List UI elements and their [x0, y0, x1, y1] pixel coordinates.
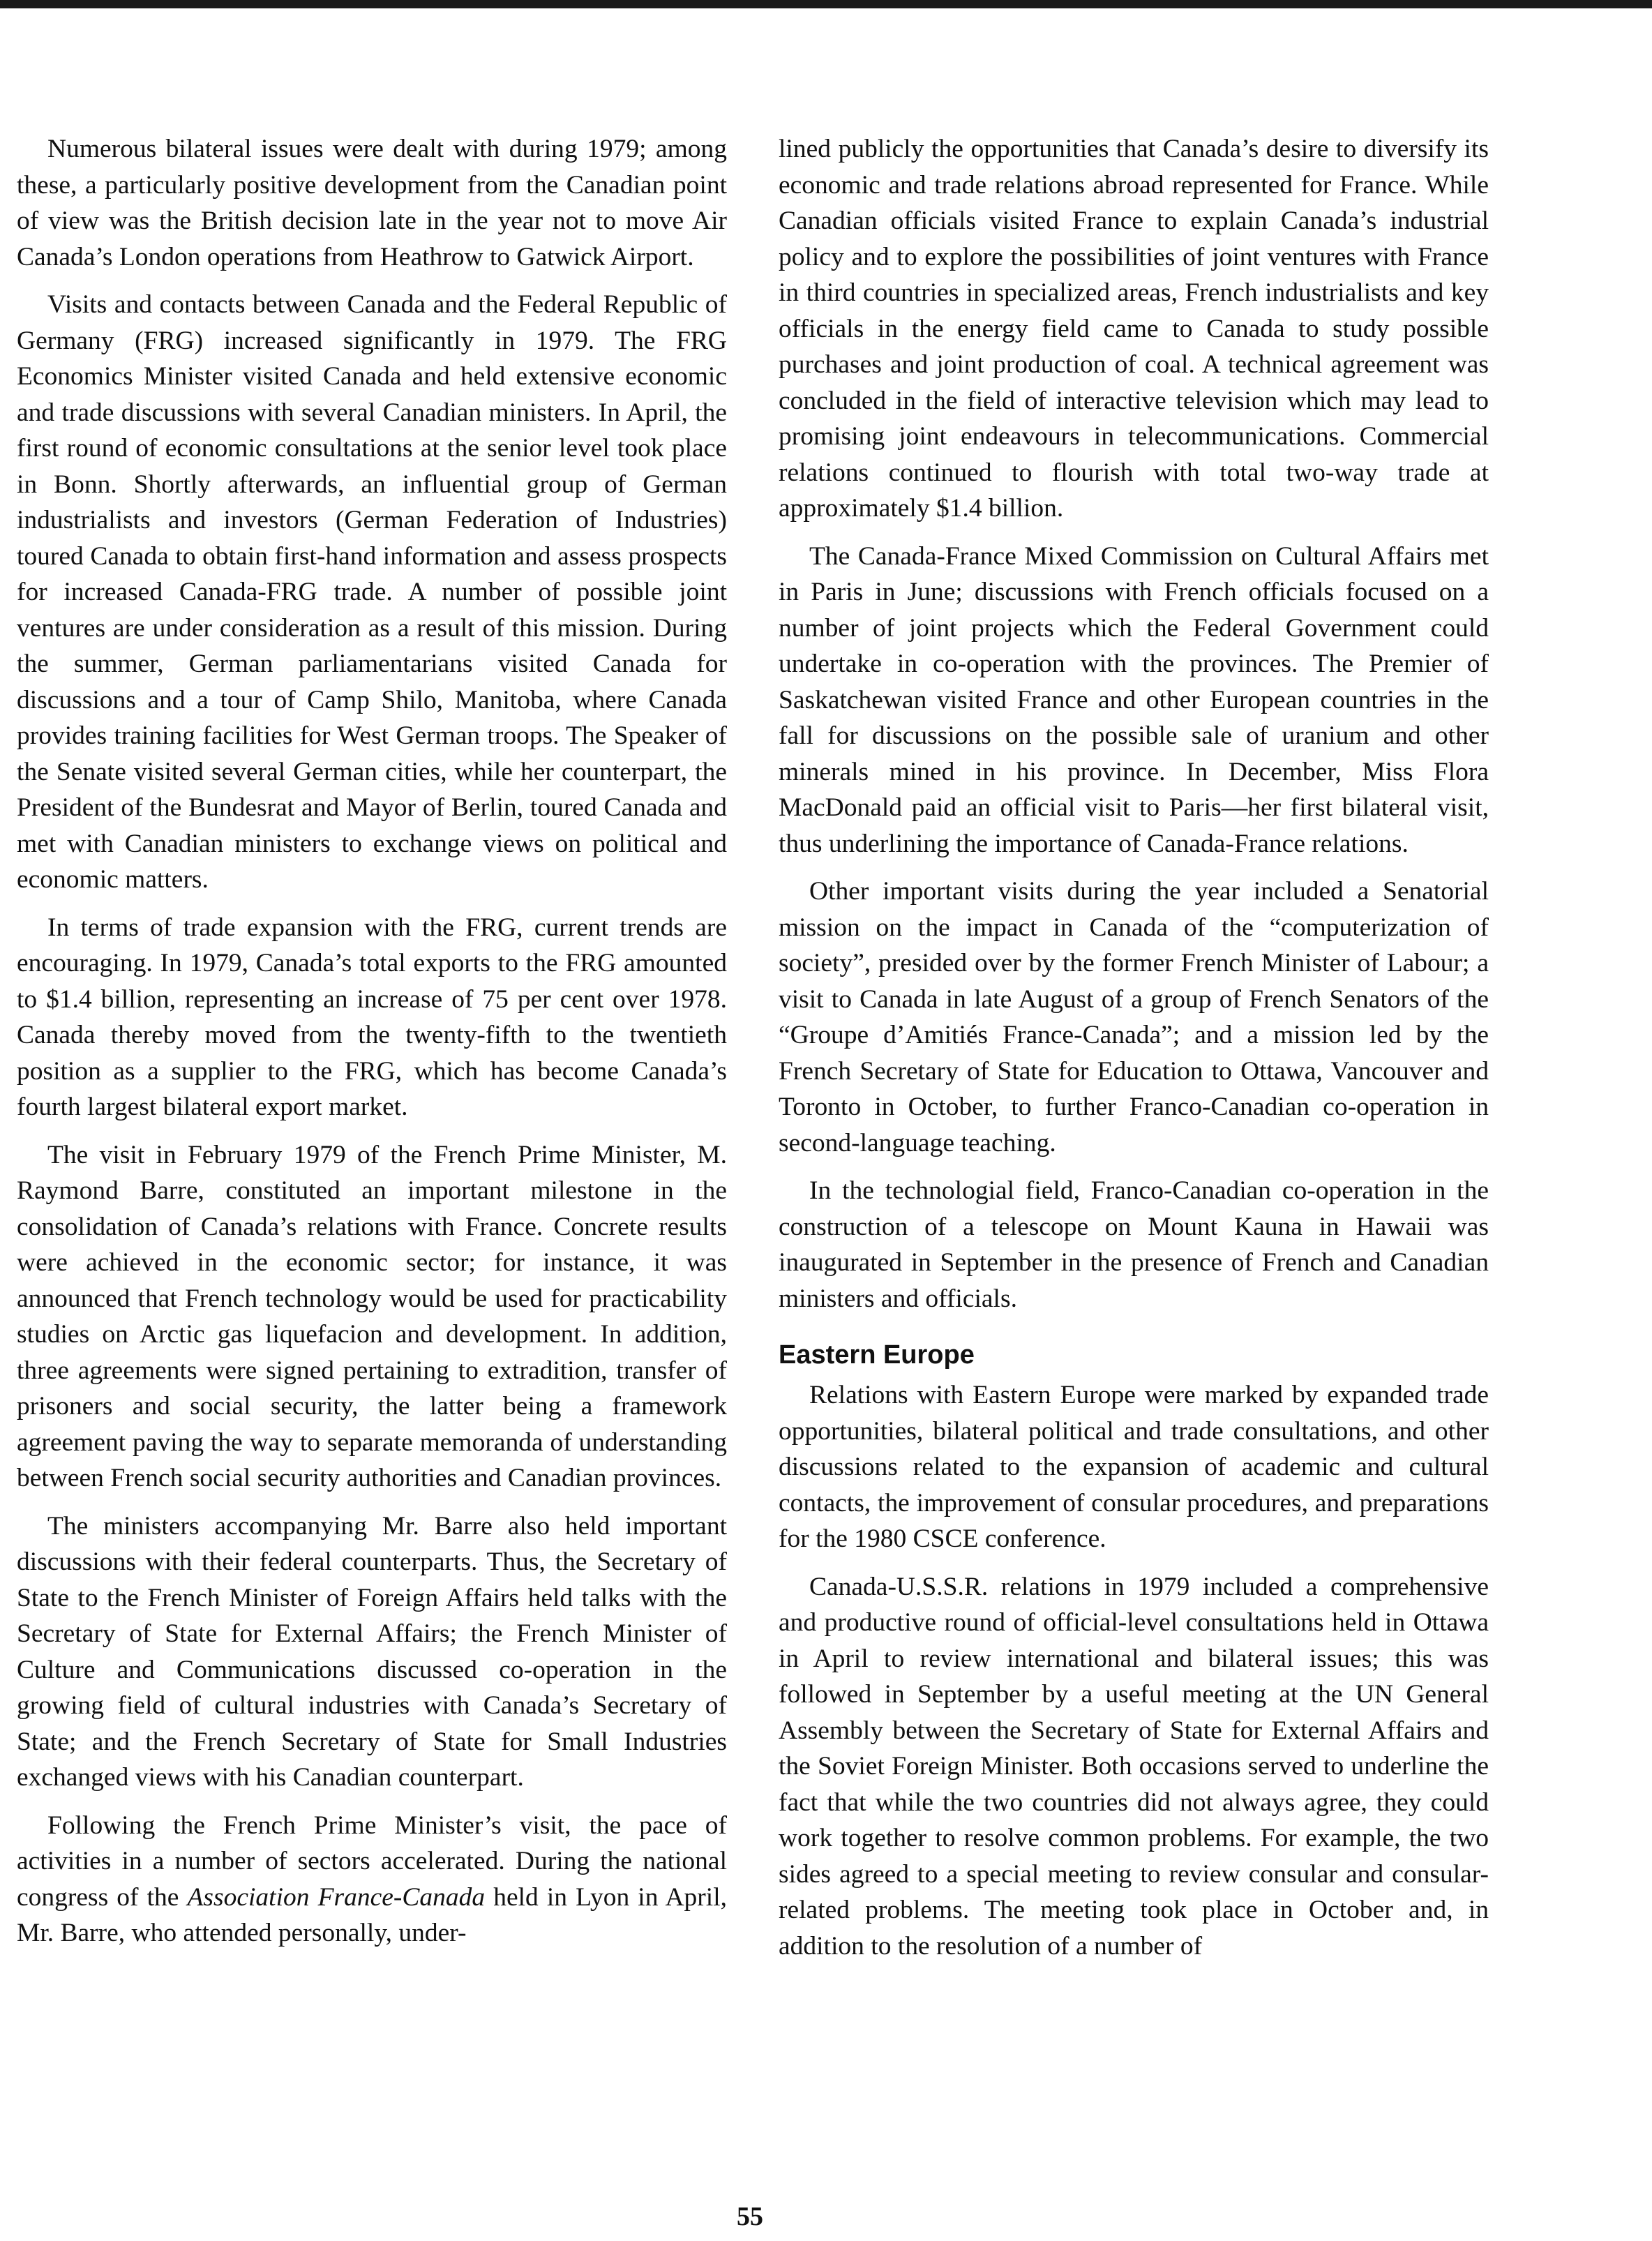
page-number: 55	[737, 2202, 763, 2231]
paragraph-eastern-europe: Relations with Eastern Europe were marked by expanded trade opportunities, bilateral political and trade consultations, and other discussions related to the expansion of academic and cultural contacts, the improvement of consular procedures, and preparations for the 1980 CSCE conference.	[779, 1381, 1489, 1553]
paragraph-britain: Numerous bilateral issues were dealt with during 1979; among these, a particularly positive development from the Canadian point of view was the British decision late in the year not to move Air Canada’s London operations from Heathrow to Gatwick Airport.	[17, 135, 727, 271]
section-heading-eastern-europe: Eastern Europe	[779, 1340, 975, 1370]
paragraph-continued: lined publicly the opportunities that Canada’s desire to diversify its economic and trade relations abroad represented for France. While Canadian officials visited France to explain Canada’s industrial policy and to explore the possibilities of joint ventures with France in third countries in specialized areas, French industrialists and key officials in the energy field came to Canada to study possible purchases and joint production of coal. A technical agreement was concluded in the field of interactive television which may lead to promising joint endeavours in telecommunications. Commercial relations continued to flourish with total two-way trade at approximately $1.4 billion.	[779, 135, 1489, 523]
paragraph-ussr: Canada-U.S.S.R. relations in 1979 included a comprehensive and productive round of official-level consultations held in Ottawa in April to review international and bilateral issues; this was followed in September by a useful meeting at the UN General Assembly between the Secretary of State for External Affairs and the Soviet Foreign Minister. Both occasions served to underline the fact that while the two countries did not always agree, they could work together to resolve common problems. For example, the two sides agreed to a special meeting to review consular and consular-related problems. The meeting took place in October and, in addition to the resolution of a number of	[779, 1572, 1489, 1961]
paragraph-barre-visit: The visit in February 1979 of the French Prime Minister, M. Raymond Barre, constituted an important milestone in the consolidation of Canada’s relations with France. Concrete results were achieved in the economic sector; for instance, it was announced that French technology would be used for practicability studies on Arctic gas liquefacion and development. In addition, three agreements were signed pertaining to extradition, transfer of prisoners and social security, the latter being a framework agreement paving the way to separate memoranda of understanding between French social security authorities and Canadian provinces.	[17, 1140, 727, 1492]
paragraph-text-end: held in Lyon in April, Mr. Barre, who attended personally, under-	[17, 1882, 727, 1947]
paragraph-other-visits: Other important visits during the year included a Senatorial mission on the impact in Canada of the “computerization of society”, presided over by the former French Minister of Labour; a visit to Canada in late August of a group of French Senators of the “Groupe d’Amitiés France-Canada”; and a mission led by the French Secretary of State for Education to Ottawa, Vancouver and Toronto in October, to further Franco-Canadian co-operation in second-language teaching.	[779, 877, 1489, 1157]
right-column	[779, 131, 1489, 1976]
paragraph-frg-visits: Visits and contacts between Canada and the Federal Republic of Germany (FRG) increased significantly in 1979. The FRG Economics Minister visited Canada and held extensive economic and trade discussions with several Canadian ministers. In April, the first round of economic consultations at the senior level took place in Bonn. Shortly afterwards, an influential group of German industrialists and investors (German Federation of Industries) toured Canada to obtain first-hand information and assess prospects for increased Canada-FRG trade. A number of possible joint ventures are under consideration as a result of this mission. During the summer, German parliamentarians visited Canada for discussions and a tour of Camp Shilo, Manitoba, where Canada provides training facilities for West German troops. The Speaker of the Senate visited several German cities, while her counterpart, the President of the Bundesrat and Mayor of Berlin, toured Canada and met with Canadian ministers to exchange views on political and economic matters.	[17, 290, 727, 894]
paragraph-frg-trade: In terms of trade expansion with the FRG, current trends are encouraging. In 1979, Canada’s total exports to the FRG amounted to $1.4 billion, representing an increase of 75 per cent over 1978. Canada thereby moved from the twenty-fifth to the twentieth position as a supplier to the FRG, which has become Canada’s fourth largest bilateral export market.	[17, 913, 727, 1121]
left-column	[17, 131, 727, 1963]
paragraph-mixed-commission: The Canada-France Mixed Commission on Cultural Affairs met in Paris in June; discussions with French officials focused on a number of joint projects which the Federal Government could undertake in co-operation with the provinces. The Premier of Saskatchewan visited France and other European countries in the fall for discussions on the possible sale of uranium and other minerals mined in his province. In December, Miss Flora MacDonald paid an official visit to Paris—her first bilateral visit, thus underlining the importance of Canada-France relations.	[779, 541, 1489, 858]
paragraph-text-start: Following the French Prime Minister’s visit, the pace of activities in a number of sectors accelerated. During the national congress of the	[17, 1811, 727, 1912]
paragraph-france-canada-congress	[17, 1808, 727, 1951]
association-name: Association France-Canada	[187, 1882, 486, 1912]
paragraph-technological: In the technologial field, Franco-Canadian co-operation in the construction of a telescope on Mount Kauna in Hawaii was inaugurated in September in the presence of French and Canadian ministers and officials.	[779, 1176, 1489, 1313]
paragraph-ministers: The ministers accompanying Mr. Barre also held important discussions with their federal counterparts. Thus, the Secretary of State to the French Minister of Foreign Affairs held talks with the Secretary of State for External Affairs; the French Minister of Culture and Communications discussed co-operation in the growing field of cultural industries with Canada’s Secretary of State; and the French Secretary of State for Small Industries exchanged views with his Canadian counterpart.	[17, 1511, 727, 1792]
top-scan-border	[0, 0, 1652, 8]
